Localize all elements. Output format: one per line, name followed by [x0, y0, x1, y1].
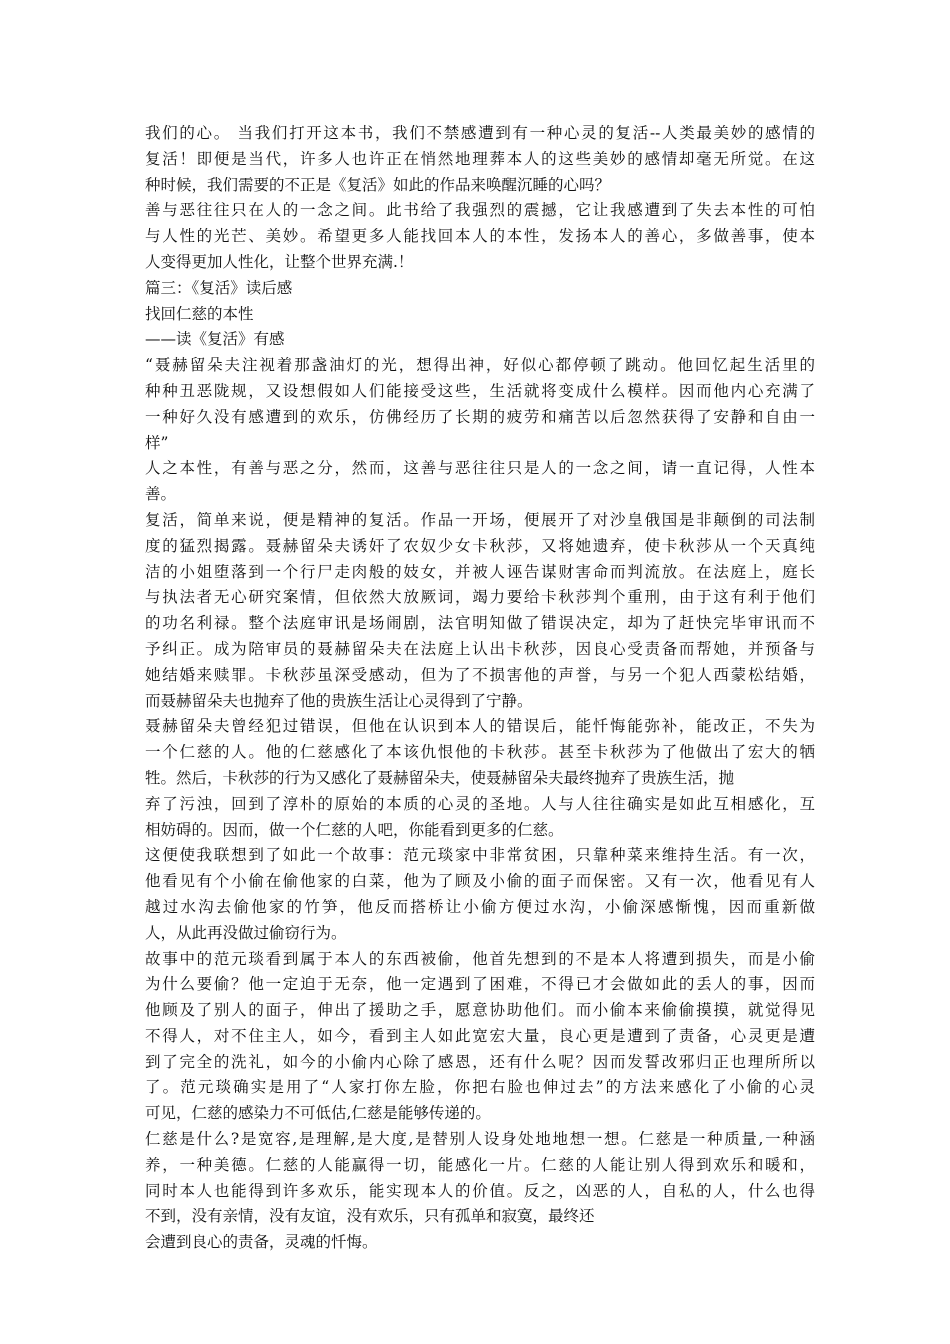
- text-line: 与人性的光芒、美妙。希望更多人能找回本人的本性，发扬本人的善心，多做善事，使本: [145, 227, 815, 246]
- text-line: 牲。然后，卡秋莎的行为又感化了聂赫留朵夫，使聂赫留朵夫最终抛弃了贵族生活，抛: [145, 768, 735, 787]
- text-line: 可见，仁慈的感染力不可低估,仁慈是能够传递的。: [145, 1104, 491, 1123]
- text-line: 相妨碍的。因而，做一个仁慈的人吧，你能看到更多的仁慈。: [145, 820, 564, 839]
- text-line: 篇三：《复活》读后感: [145, 278, 293, 297]
- text-line: 不到，没有亲情，没有友谊，没有欢乐，只有孤单和寂寞，最终还: [145, 1207, 595, 1226]
- text-line: 不得人，对不住主人，如今，看到主人如此宽宏大量，良心更是遭到了责备，心灵更是遭: [145, 1026, 815, 1045]
- text-line: 了。范元琰确实是用了“人家打你左脸，你把右脸也伸过去”的方法来感化了小偷的心灵: [145, 1078, 815, 1097]
- text-line: 她结婚来赎罪。卡秋莎虽深受感动，但为了不损害他的声誉，与另一个犯人西蒙松结婚，: [145, 665, 815, 684]
- text-line: 而聂赫留朵夫也抛弃了他的贵族生活让心灵得到了宁静。: [145, 691, 533, 710]
- text-line: 聂赫留朵夫曾经犯过错误，但他在认识到本人的错误后，能忏悔能弥补，能改正，不失为: [145, 717, 815, 736]
- text-line: 他顾及了别人的面子，伸出了援助之手，愿意协助他们。而小偷本来偷偷摸摸，就觉得见: [145, 1001, 815, 1020]
- text-line: 善。: [145, 485, 177, 504]
- text-line: 弃了污浊，回到了淳朴的原始的本质的心灵的圣地。人与人往往确实是如此互相感化，互: [145, 794, 815, 813]
- text-line: 他看见有个小偷在偷他家的白菜，他为了顾及小偷的面子而保密。又有一次，他看见有人: [145, 872, 815, 891]
- text-line: 种时候，我们需要的不正是《复活》如此的作品来唤醒沉睡的心吗？: [145, 175, 611, 194]
- text-line: 越过水沟去偷他家的竹笋，他反而搭桥让小偷方便过水沟，小偷深感惭愧，因而重新做: [145, 897, 815, 916]
- text-line: 复活，简单来说，便是精神的复活。作品一开场，便展开了对沙皇俄国是非颠倒的司法制: [145, 510, 815, 529]
- text-line: 故事中的范元琰看到属于本人的东西被偷，他首先想到的不是本人将遭到损失，而是小偷: [145, 949, 815, 968]
- text-line: 人，从此再没做过偷窃行为。: [145, 923, 347, 942]
- text-line: 洁的小姐堕落到一个行尸走肉般的妓女，并被人诬告谋财害命而判流放。在法庭上，庭长: [145, 562, 815, 581]
- text-line: “聂赫留朵夫注视着那盏油灯的光，想得出神，好似心都停顿了跳动。他回忆起生活里的: [145, 356, 815, 375]
- text-line: 复活！即便是当代，许多人也许正在悄然地理葬本人的这些美妙的感情却毫无所觉。在这: [145, 149, 815, 168]
- text-line: 样”: [145, 433, 169, 452]
- text-line: 种种丑恶陇规，又设想假如人们能接受这些，生活就将变成什么模样。因而他内心充满了: [145, 381, 815, 400]
- text-line: 予纠正。成为陪审员的聂赫留朵夫在法庭上认出卡秋莎，因良心受责备而帮她，并预备与: [145, 639, 815, 658]
- text-line: 人变得更加人性化，让整个世界充满.！: [145, 252, 414, 271]
- text-line: 找回仁慈的本性: [145, 304, 254, 323]
- text-line: 养，一种美德。仁慈的人能赢得一切，能感化一片。仁慈的人能让别人得到欢乐和暖和，: [145, 1155, 815, 1174]
- text-line: 为什么要偷？他一定迫于无奈，他一定遇到了困难，不得已才会做如此的丢人的事，因而: [145, 975, 815, 994]
- text-line: 的功名利禄。整个法庭审讯是场闹剧，法官明知做了错误决定，却为了赶快完毕审讯而不: [145, 614, 815, 633]
- text-line: 度的猛烈揭露。聂赫留朵夫诱奸了农奴少女卡秋莎，又将她遗弃，使卡秋莎从一个天真纯: [145, 536, 815, 555]
- text-line: 一个仁慈的人。他的仁慈感化了本该仇恨他的卡秋莎。甚至卡秋莎为了他做出了宏大的牺: [145, 743, 815, 762]
- text-line: 会遭到良心的责备，灵魂的忏悔。: [145, 1233, 378, 1252]
- text-line: 到了完全的洗礼，如今的小偷内心除了感恩，还有什么呢？因而发誓改邪归正也理所所以: [145, 1052, 815, 1071]
- text-line: 这便使我联想到了如此一个故事：范元琰家中非常贫困，只靠种菜来维持生活。有一次，: [145, 846, 815, 865]
- document-page: [145, 121, 815, 1256]
- text-line: 善与恶往往只在人的一念之间。此书给了我强烈的震撼，它让我感遭到了失去本性的可怕: [145, 201, 815, 220]
- text-line: 与执法者无心研究案情，但依然大放厥词，竭力要给卡秋莎判个重刑，由于这有利于他们: [145, 588, 815, 607]
- text-line: 同时本人也能得到许多欢乐，能实现本人的价值。反之，凶恶的人，自私的人，什么也得: [145, 1181, 815, 1200]
- text-line: 仁慈是什么?是宽容,是理解,是大度,是替别人设身处地地想一想。仁慈是一种质量,一种涵: [145, 1130, 815, 1149]
- text-line: ——读《复活》有感: [145, 330, 285, 349]
- text-line: 人之本性，有善与恶之分，然而，这善与恶往往只是人的一念之间，请一直记得，人性本: [145, 459, 815, 478]
- text-line: 一种好久没有感遭到的欢乐，仿佛经历了长期的疲劳和痛苦以后忽然获得了安静和自由一: [145, 407, 815, 426]
- text-line: 我们的心。 当我们打开这本书，我们不禁感遭到有一种心灵的复活--人类最美妙的感情的: [145, 124, 815, 142]
